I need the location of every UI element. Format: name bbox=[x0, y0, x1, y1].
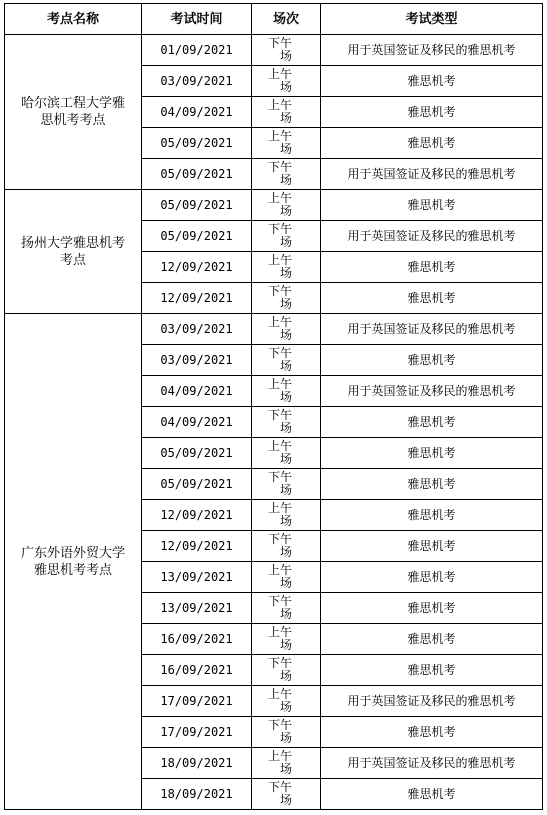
exam-date-cell: 17/09/2021 bbox=[142, 717, 252, 748]
venue-name-cell: 哈尔滨工程大学雅思机考考点 bbox=[5, 35, 142, 190]
session-cell bbox=[252, 190, 321, 221]
session-label: 上午场 bbox=[267, 377, 292, 404]
session-label: 下午场 bbox=[267, 780, 292, 807]
session-cell bbox=[252, 159, 321, 190]
exam-date-cell: 12/09/2021 bbox=[142, 283, 252, 314]
session-label: 上午场 bbox=[267, 98, 292, 125]
session-cell bbox=[252, 531, 321, 562]
session-label: 下午场 bbox=[267, 284, 292, 311]
exam-type-cell: 用于英国签证及移民的雅思机考 bbox=[321, 221, 543, 252]
exam-date-cell: 03/09/2021 bbox=[142, 66, 252, 97]
exam-type-cell: 雅思机考 bbox=[321, 66, 543, 97]
table-header-row bbox=[5, 4, 543, 35]
header-type: 考试类型 bbox=[321, 4, 543, 35]
session-cell bbox=[252, 97, 321, 128]
session-cell bbox=[252, 407, 321, 438]
exam-type-cell: 用于英国签证及移民的雅思机考 bbox=[321, 159, 543, 190]
exam-date-cell: 12/09/2021 bbox=[142, 531, 252, 562]
venue-name-cell: 扬州大学雅思机考考点 bbox=[5, 190, 142, 314]
exam-type-cell: 雅思机考 bbox=[321, 97, 543, 128]
session-label: 下午场 bbox=[267, 346, 292, 373]
exam-type-cell: 雅思机考 bbox=[321, 624, 543, 655]
exam-type-cell: 用于英国签证及移民的雅思机考 bbox=[321, 314, 543, 345]
exam-type-cell: 雅思机考 bbox=[321, 190, 543, 221]
session-cell bbox=[252, 438, 321, 469]
exam-date-cell: 16/09/2021 bbox=[142, 624, 252, 655]
header-venue: 考点名称 bbox=[5, 4, 142, 35]
exam-date-cell: 01/09/2021 bbox=[142, 35, 252, 66]
exam-type-cell: 雅思机考 bbox=[321, 500, 543, 531]
exam-schedule-table bbox=[4, 3, 543, 810]
session-label: 下午场 bbox=[267, 470, 292, 497]
session-cell bbox=[252, 655, 321, 686]
session-cell bbox=[252, 35, 321, 66]
exam-date-cell: 12/09/2021 bbox=[142, 500, 252, 531]
session-label: 下午场 bbox=[267, 718, 292, 745]
exam-type-cell: 雅思机考 bbox=[321, 438, 543, 469]
exam-date-cell: 05/09/2021 bbox=[142, 128, 252, 159]
table-body bbox=[5, 35, 543, 810]
exam-date-cell: 13/09/2021 bbox=[142, 593, 252, 624]
exam-type-cell: 雅思机考 bbox=[321, 345, 543, 376]
table-row bbox=[5, 190, 543, 221]
exam-type-cell: 雅思机考 bbox=[321, 252, 543, 283]
session-cell bbox=[252, 252, 321, 283]
session-cell bbox=[252, 376, 321, 407]
session-cell bbox=[252, 624, 321, 655]
exam-type-cell: 雅思机考 bbox=[321, 717, 543, 748]
session-cell bbox=[252, 221, 321, 252]
session-label: 下午场 bbox=[267, 160, 292, 187]
session-label: 上午场 bbox=[267, 501, 292, 528]
session-label: 上午场 bbox=[267, 625, 292, 652]
exam-date-cell: 04/09/2021 bbox=[142, 376, 252, 407]
exam-date-cell: 03/09/2021 bbox=[142, 345, 252, 376]
session-label: 上午场 bbox=[267, 563, 292, 590]
exam-date-cell: 04/09/2021 bbox=[142, 407, 252, 438]
exam-type-cell: 雅思机考 bbox=[321, 469, 543, 500]
session-label: 上午场 bbox=[267, 129, 292, 156]
table-row bbox=[5, 35, 543, 66]
session-label: 上午场 bbox=[267, 315, 292, 342]
exam-date-cell: 13/09/2021 bbox=[142, 562, 252, 593]
exam-date-cell: 18/09/2021 bbox=[142, 779, 252, 810]
exam-date-cell: 12/09/2021 bbox=[142, 252, 252, 283]
session-cell bbox=[252, 748, 321, 779]
session-label: 下午场 bbox=[267, 222, 292, 249]
session-label: 下午场 bbox=[267, 656, 292, 683]
exam-type-cell: 雅思机考 bbox=[321, 562, 543, 593]
session-cell bbox=[252, 66, 321, 97]
session-cell bbox=[252, 562, 321, 593]
session-label: 下午场 bbox=[267, 594, 292, 621]
exam-type-cell: 雅思机考 bbox=[321, 531, 543, 562]
exam-date-cell: 05/09/2021 bbox=[142, 159, 252, 190]
session-cell bbox=[252, 717, 321, 748]
exam-date-cell: 17/09/2021 bbox=[142, 686, 252, 717]
exam-date-cell: 03/09/2021 bbox=[142, 314, 252, 345]
exam-date-cell: 05/09/2021 bbox=[142, 190, 252, 221]
exam-date-cell: 04/09/2021 bbox=[142, 97, 252, 128]
session-label: 上午场 bbox=[267, 67, 292, 94]
session-label: 下午场 bbox=[267, 36, 292, 63]
exam-type-cell: 雅思机考 bbox=[321, 655, 543, 686]
session-cell bbox=[252, 128, 321, 159]
exam-date-cell: 05/09/2021 bbox=[142, 221, 252, 252]
header-session: 场次 bbox=[252, 4, 321, 35]
exam-type-cell: 雅思机考 bbox=[321, 779, 543, 810]
exam-type-cell: 雅思机考 bbox=[321, 283, 543, 314]
session-label: 上午场 bbox=[267, 687, 292, 714]
exam-type-cell: 雅思机考 bbox=[321, 407, 543, 438]
session-cell bbox=[252, 469, 321, 500]
session-cell bbox=[252, 686, 321, 717]
session-label: 上午场 bbox=[267, 191, 292, 218]
session-cell bbox=[252, 593, 321, 624]
exam-date-cell: 05/09/2021 bbox=[142, 469, 252, 500]
exam-type-cell: 用于英国签证及移民的雅思机考 bbox=[321, 686, 543, 717]
exam-date-cell: 05/09/2021 bbox=[142, 438, 252, 469]
venue-name-cell: 广东外语外贸大学雅思机考考点 bbox=[5, 314, 142, 810]
header-date: 考试时间 bbox=[142, 4, 252, 35]
session-cell bbox=[252, 500, 321, 531]
exam-type-cell: 用于英国签证及移民的雅思机考 bbox=[321, 35, 543, 66]
exam-type-cell: 用于英国签证及移民的雅思机考 bbox=[321, 748, 543, 779]
exam-date-cell: 16/09/2021 bbox=[142, 655, 252, 686]
session-label: 上午场 bbox=[267, 439, 292, 466]
session-label: 下午场 bbox=[267, 408, 292, 435]
session-cell bbox=[252, 345, 321, 376]
session-cell bbox=[252, 314, 321, 345]
exam-type-cell: 用于英国签证及移民的雅思机考 bbox=[321, 376, 543, 407]
session-cell bbox=[252, 283, 321, 314]
session-cell bbox=[252, 779, 321, 810]
table-row bbox=[5, 314, 543, 345]
exam-type-cell: 雅思机考 bbox=[321, 593, 543, 624]
session-label: 上午场 bbox=[267, 253, 292, 280]
exam-date-cell: 18/09/2021 bbox=[142, 748, 252, 779]
session-label: 上午场 bbox=[267, 749, 292, 776]
exam-type-cell: 雅思机考 bbox=[321, 128, 543, 159]
session-label: 下午场 bbox=[267, 532, 292, 559]
